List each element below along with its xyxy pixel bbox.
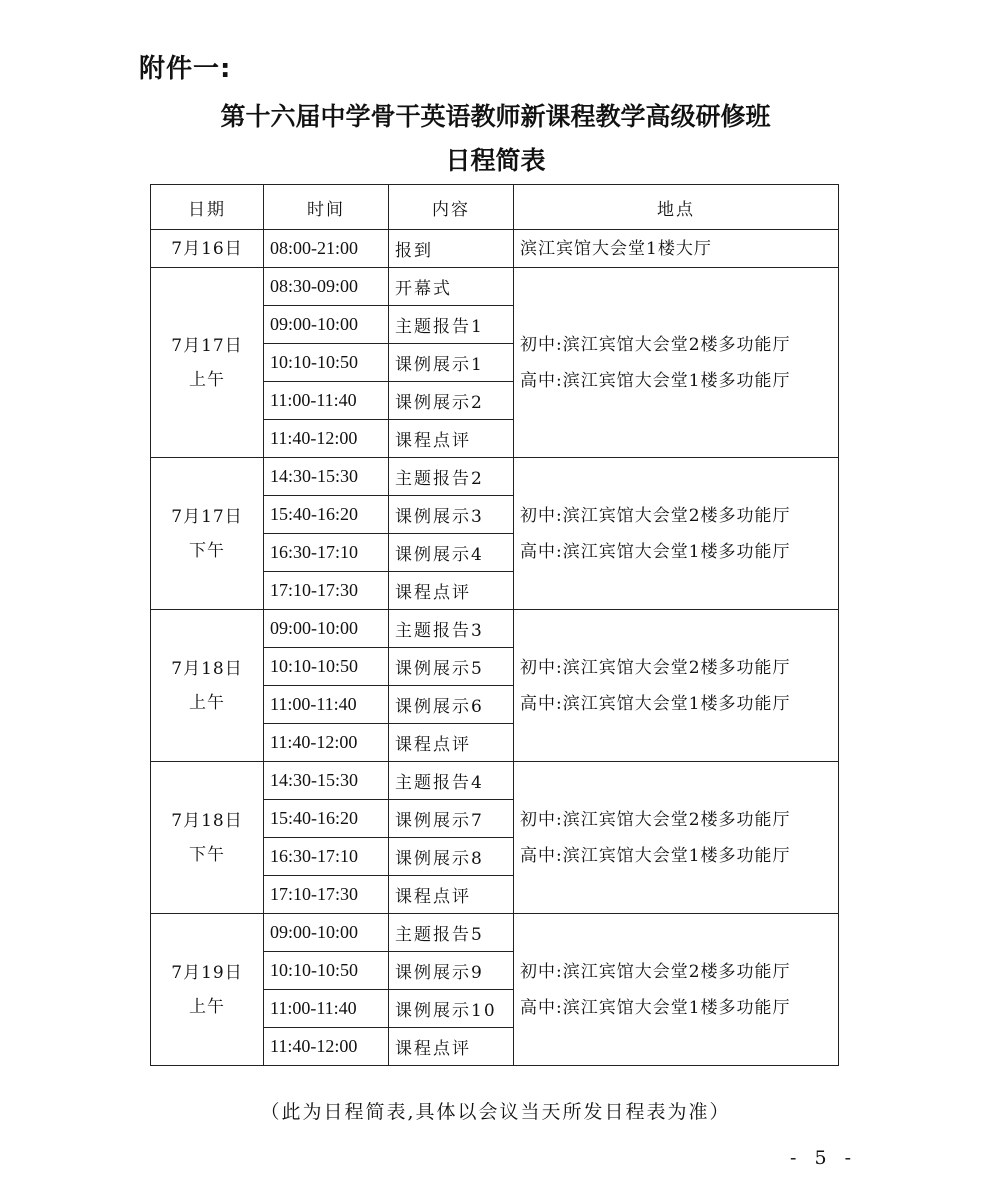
document-title: 第十六届中学骨干英语教师新课程教学高级研修班 xyxy=(220,102,771,131)
time-cell: 11:00-11:40 xyxy=(264,686,389,724)
content-cell: 课程点评 xyxy=(389,724,514,762)
date-cell: 7月16日 xyxy=(151,230,264,268)
time-cell: 08:00-21:00 xyxy=(264,230,389,268)
header-date: 日期 xyxy=(151,185,264,230)
date-label: 7月18日 xyxy=(171,810,243,831)
date-cell xyxy=(151,914,264,1066)
content-cell: 主题报告1 xyxy=(389,306,514,344)
table-row xyxy=(151,914,839,952)
content-cell: 主题报告4 xyxy=(389,762,514,800)
header-row xyxy=(151,185,839,230)
session-label: 下午 xyxy=(189,540,225,561)
table-row xyxy=(151,458,839,496)
place-cell xyxy=(514,458,839,610)
header-content: 内容 xyxy=(389,185,514,230)
date-label: 7月17日 xyxy=(171,335,243,356)
time-cell: 10:10-10:50 xyxy=(264,344,389,382)
content-cell: 课例展示1 xyxy=(389,344,514,382)
header-place: 地点 xyxy=(514,185,839,230)
time-cell: 15:40-16:20 xyxy=(264,496,389,534)
date-cell xyxy=(151,458,264,610)
content-cell: 课例展示4 xyxy=(389,534,514,572)
time-cell: 14:30-15:30 xyxy=(264,458,389,496)
place-senior: 高中:滨江宾馆大会堂1楼多功能厅 xyxy=(520,845,791,866)
table-row xyxy=(151,230,839,268)
content-cell: 主题报告3 xyxy=(389,610,514,648)
content-cell: 课例展示5 xyxy=(389,648,514,686)
time-cell: 16:30-17:10 xyxy=(264,838,389,876)
table-row xyxy=(151,268,839,306)
content-cell: 课例展示10 xyxy=(389,990,514,1028)
content-cell: 课例展示2 xyxy=(389,382,514,420)
time-cell: 17:10-17:30 xyxy=(264,876,389,914)
date-label: 7月19日 xyxy=(171,962,243,983)
place-senior: 高中:滨江宾馆大会堂1楼多功能厅 xyxy=(520,997,791,1018)
place-senior: 高中:滨江宾馆大会堂1楼多功能厅 xyxy=(520,541,791,562)
date-label: 7月17日 xyxy=(171,506,243,527)
time-cell: 10:10-10:50 xyxy=(264,648,389,686)
content-cell: 课程点评 xyxy=(389,876,514,914)
document-subtitle: 日程简表 xyxy=(445,146,546,175)
content-cell: 课例展示6 xyxy=(389,686,514,724)
time-cell: 11:40-12:00 xyxy=(264,724,389,762)
content-cell: 开幕式 xyxy=(389,268,514,306)
time-cell: 11:00-11:40 xyxy=(264,990,389,1028)
time-cell: 09:00-10:00 xyxy=(264,306,389,344)
time-cell: 16:30-17:10 xyxy=(264,534,389,572)
date-label: 7月18日 xyxy=(171,658,243,679)
time-cell: 11:40-12:00 xyxy=(264,1028,389,1066)
time-cell: 17:10-17:30 xyxy=(264,572,389,610)
date-cell xyxy=(151,268,264,458)
date-cell xyxy=(151,610,264,762)
session-label: 下午 xyxy=(189,844,225,865)
time-cell: 14:30-15:30 xyxy=(264,762,389,800)
date-cell xyxy=(151,762,264,914)
place-junior: 初中:滨江宾馆大会堂2楼多功能厅 xyxy=(520,505,791,526)
content-cell: 主题报告2 xyxy=(389,458,514,496)
place-cell: 滨江宾馆大会堂1楼大厅 xyxy=(514,230,839,268)
time-cell: 09:00-10:00 xyxy=(264,610,389,648)
content-cell: 课例展示3 xyxy=(389,496,514,534)
session-label: 上午 xyxy=(189,692,225,713)
attachment-label: 附件一: xyxy=(139,54,232,84)
time-cell: 09:00-10:00 xyxy=(264,914,389,952)
page-number: - 5 - xyxy=(790,1147,858,1169)
table-row xyxy=(151,610,839,648)
header-time: 时间 xyxy=(264,185,389,230)
place-junior: 初中:滨江宾馆大会堂2楼多功能厅 xyxy=(520,334,791,355)
content-cell: 课例展示8 xyxy=(389,838,514,876)
place-junior: 初中:滨江宾馆大会堂2楼多功能厅 xyxy=(520,961,791,982)
place-junior: 初中:滨江宾馆大会堂2楼多功能厅 xyxy=(520,809,791,830)
time-cell: 10:10-10:50 xyxy=(264,952,389,990)
time-cell: 11:00-11:40 xyxy=(264,382,389,420)
time-cell: 08:30-09:00 xyxy=(264,268,389,306)
time-cell: 11:40-12:00 xyxy=(264,420,389,458)
table-row xyxy=(151,762,839,800)
place-junior: 初中:滨江宾馆大会堂2楼多功能厅 xyxy=(520,657,791,678)
session-label: 上午 xyxy=(189,369,225,390)
place-cell xyxy=(514,610,839,762)
place-senior: 高中:滨江宾馆大会堂1楼多功能厅 xyxy=(520,693,791,714)
content-cell: 课程点评 xyxy=(389,1028,514,1066)
content-cell: 主题报告5 xyxy=(389,914,514,952)
schedule-table xyxy=(150,184,839,1066)
place-cell xyxy=(514,762,839,914)
content-cell: 课程点评 xyxy=(389,572,514,610)
content-cell: 课例展示9 xyxy=(389,952,514,990)
place-cell xyxy=(514,914,839,1066)
content-cell: 课程点评 xyxy=(389,420,514,458)
place-senior: 高中:滨江宾馆大会堂1楼多功能厅 xyxy=(520,370,791,391)
place-cell xyxy=(514,268,839,458)
time-cell: 15:40-16:20 xyxy=(264,800,389,838)
footnote: （此为日程简表,具体以会议当天所发日程表为准） xyxy=(260,1101,731,1123)
session-label: 上午 xyxy=(189,996,225,1017)
content-cell: 课例展示7 xyxy=(389,800,514,838)
content-cell: 报到 xyxy=(389,230,514,268)
